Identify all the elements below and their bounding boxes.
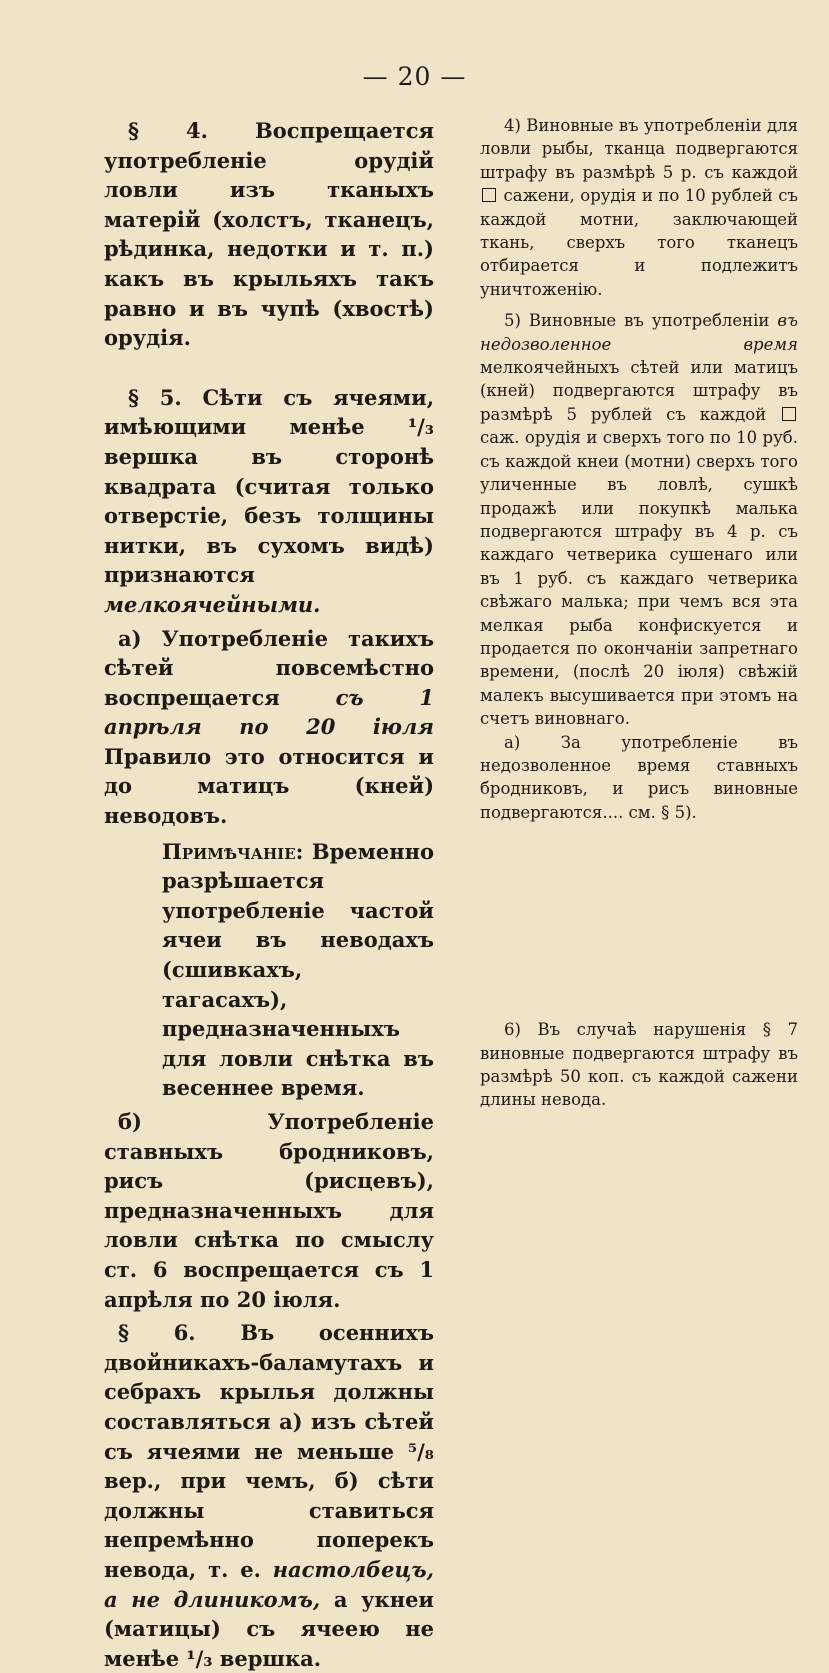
penalty-5 — [480, 309, 798, 730]
section-6-end: а укнеи (матицы) съ ячеею не менѣе ¹/₃ вершка. — [104, 1586, 435, 1671]
section-5a-text: а) Употребленіе такихъ сѣтей повсемѣстно воспрещается — [104, 625, 434, 710]
note — [104, 837, 434, 1103]
section-5a-dates: съ 1 апрѣля по 20 іюля — [104, 684, 435, 740]
square-sign-icon — [482, 188, 496, 202]
penalty-4 — [480, 114, 798, 301]
section-5-term: мелкоячейными. — [104, 591, 321, 617]
penalty-5-term: въ недозволенное время — [480, 311, 798, 354]
square-sign-icon — [782, 407, 796, 421]
section-6-term: настолбецъ, а не длиникомъ, — [104, 1556, 434, 1612]
penalty-4-rest: сажени, орудія и по 10 рублей съ каждой мотни, заключающей ткань, сверхъ того тканецъ отбирается и подлежитъ уничтоженію. — [480, 186, 798, 299]
note-text: Временно разрѣшается употребленіе частой ячеи въ неводахъ (сшивкахъ, тагасахъ), предназначенныхъ для ловли снѣтка въ весеннее время. — [162, 838, 434, 1101]
section-5b: б) Употребленіе ставныхъ бродниковъ, рисъ (рисцевъ), предназначенныхъ для ловли снѣтка по смыслу ст. 6 воспрещается съ 1 апрѣля по 20 іюля. — [104, 1109, 434, 1312]
right-column — [480, 114, 798, 1112]
section-6 — [104, 1318, 434, 1673]
penalty-5-rest: саж. орудія и сверхъ того по 10 руб. съ каждой кнеи (мотни) сверхъ того уличенные въ ловлѣ, сушкѣ продажѣ или покупкѣ малька подвергаются штрафу въ 4 р. съ каждаго четверика сушенаго или въ 1 руб. съ каждаго четверика свѣжаго малька; при чемъ вся эта мелкая рыба конфискуется и продается по окончаніи запретнаго времени, (послѣ 20 іюля) свѣжій малекъ высушивается при этомъ на счетъ виновнаго. — [480, 428, 798, 729]
section-5 — [104, 383, 434, 620]
section-5-text: § 5. Сѣти съ ячеями, имѣющими менѣе ¹/₃ вершка въ сторонѣ квадрата (считая только отверстіе, безъ толщины нитки, въ сухомъ видѣ) признаются — [104, 384, 434, 588]
page-number: — 20 — — [362, 62, 467, 91]
penalty-4-text: 4) Виновные въ употребленіи для ловли рыбы, тканца подвергаются штрафу въ размѣрѣ 5 р. съ каждой — [480, 116, 798, 182]
section-5a-rule: Правило это относится и до матицъ (кней) неводовъ. — [104, 743, 434, 829]
penalty-5-text: 5) Виновные въ употребленіи — [504, 311, 770, 331]
note-label: Примѣчаніе: — [162, 838, 304, 864]
section-5a — [104, 624, 434, 831]
section-4: § 4. Воспрещается употребленіе орудій ловли изъ тканыхъ матерій (холстъ, тканецъ, рѣдинка, недотки и т. п.) какъ въ крыльяхъ такъ равно и въ чупѣ (хвостѣ) орудія. — [104, 118, 434, 351]
section-6-text: § 6. Въ осеннихъ двойникахъ-баламутахъ и себрахъ крылья должны составляться а) изъ сѣтей съ ячеями не меньше ⁵/₈ вер., при чемъ, б) сѣти должны ставиться непремѣнно поперекъ невода, т. е. — [104, 1320, 434, 1582]
penalty-5-mid: мелкоячейныхъ сѣтей или матицъ (кней) подвергаются штрафу въ размѣрѣ 5 рублей съ каждой — [480, 358, 798, 424]
penalty-6: 6) Въ случаѣ нарушенія § 7 виновные подвергаются штрафу въ размѣрѣ 50 коп. съ каждой сажени длины невода. — [480, 1020, 798, 1110]
penalty-5a: а) За употребленіе въ недозволенное время ставныхъ бродниковъ, и рисъ виновные подвергаются.... см. § 5). — [480, 732, 798, 822]
left-column — [104, 116, 434, 1673]
